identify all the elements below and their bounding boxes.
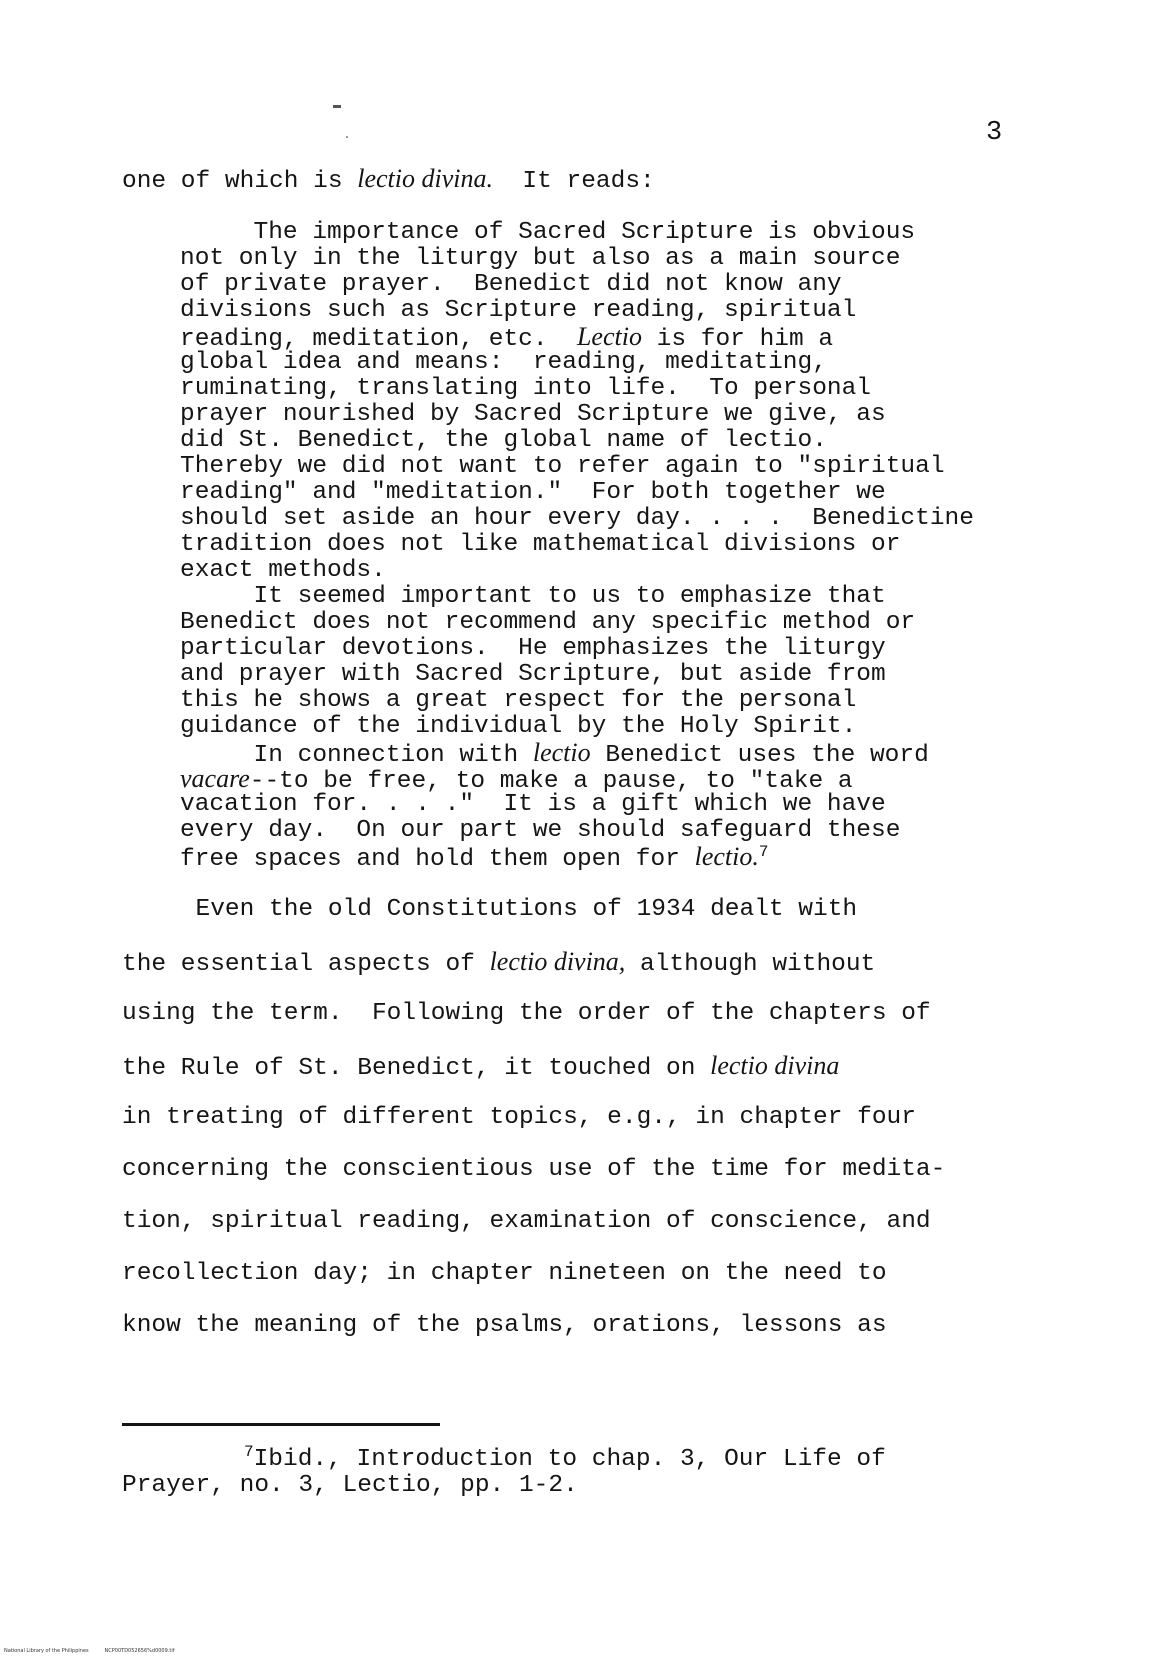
footnote-line: Prayer, no. 3, Lectio, pp. 1-2. [122,1472,578,1499]
body-line: recollection day; in chapter nineteen on the need to [122,1260,887,1287]
quote-line: every day. On our part we should safeguard these [180,817,901,844]
quote-text: reading, meditation, etc. [180,326,577,353]
quote-line: this he shows a great respect for the personal [180,687,857,714]
quote-text: --to be free, to make a pause, to "take a [249,768,853,795]
footer-library: National Library of the Philippines [4,1648,89,1654]
quote-line: Benedict does not recommend any specific method or [180,609,916,636]
body-line: Even the old Constitutions of 1934 dealt with [122,896,858,923]
footnote-divider [122,1423,440,1426]
quote-line: did St. Benedict, the global name of lectio. [180,427,827,454]
footnote-text: Ibid., Introduction to chap. 3, Our Life of [253,1446,886,1473]
footnote-reference: 7 [758,842,769,861]
quote-line: Thereby we did not want to refer again to "spiritual [180,453,945,480]
quote-line: ruminating, translating into life. To personal [180,375,872,402]
footer-file-id: NCP00TD052656%d0009.tif [104,1648,175,1654]
quote-line: vacation for. . . ." It is a gift which we have [180,791,886,818]
body-line: using the term. Following the order of the chapters of [122,1000,931,1027]
intro-italic: lectio divina. [357,164,493,193]
intro-line [122,165,655,195]
quote-line: should set aside an hour every day. . . . Benedictine [180,505,974,532]
body-text: the essential aspects of [122,951,490,978]
quote-line: guidance of the individual by the Holy Spirit. [180,713,857,740]
quote-text: In connection with [180,742,533,769]
footnote-line [244,1442,886,1473]
body-line: know the meaning of the psalms, orations, lessons as [122,1312,887,1339]
page-number: 3 [986,118,1003,148]
scan-footer [4,1648,175,1654]
quote-line: of private prayer. Benedict did not know any [180,271,842,298]
body-line: in treating of different topics, e.g., in chapter four [122,1104,916,1131]
quote-line: reading" and "meditation." For both together we [180,479,886,506]
quote-italic: lectio. [694,842,759,871]
quote-text: is for him a [641,326,834,353]
body-italic: lectio divina [710,1051,840,1080]
quote-line: prayer nourished by Sacred Scripture we give, as [180,401,886,428]
quote-text: free spaces and hold them open for [180,846,695,873]
quote-italic: Lectio [576,322,642,351]
quote-line: global idea and means: reading, meditating, [180,349,827,376]
quote-italic: lectio [532,738,591,767]
quote-line: tradition does not like mathematical divisions or [180,531,901,558]
scan-speck [333,105,341,108]
intro-text: one of which is [122,168,358,195]
body-line [122,1052,839,1082]
quote-line: not only in the liturgy but also as a main source [180,245,901,272]
quote-line [180,843,768,873]
body-italic: lectio divina, [489,947,626,976]
body-line [122,948,875,978]
quote-text: Benedict uses the word [590,742,929,769]
body-line: tion, spiritual reading, examination of conscience, and [122,1208,931,1235]
quote-line: The importance of Sacred Scripture is obvious [180,219,916,246]
footnote-marker: 7 [244,1442,254,1461]
body-text: the Rule of St. Benedict, it touched on [122,1055,711,1082]
scan-speck [346,136,348,138]
body-text: although without [625,951,876,978]
body-line: concerning the conscientious use of the time for medita- [122,1156,946,1183]
quote-line: and prayer with Sacred Scripture, but aside from [180,661,886,688]
intro-text-after: It reads: [493,168,655,195]
quote-line: divisions such as Scripture reading, spiritual [180,297,857,324]
quote-italic: vacare [180,764,250,793]
quote-line: particular devotions. He emphasizes the liturgy [180,635,886,662]
quote-line: It seemed important to us to emphasize that [180,583,886,610]
quote-line: exact methods. [180,557,386,584]
